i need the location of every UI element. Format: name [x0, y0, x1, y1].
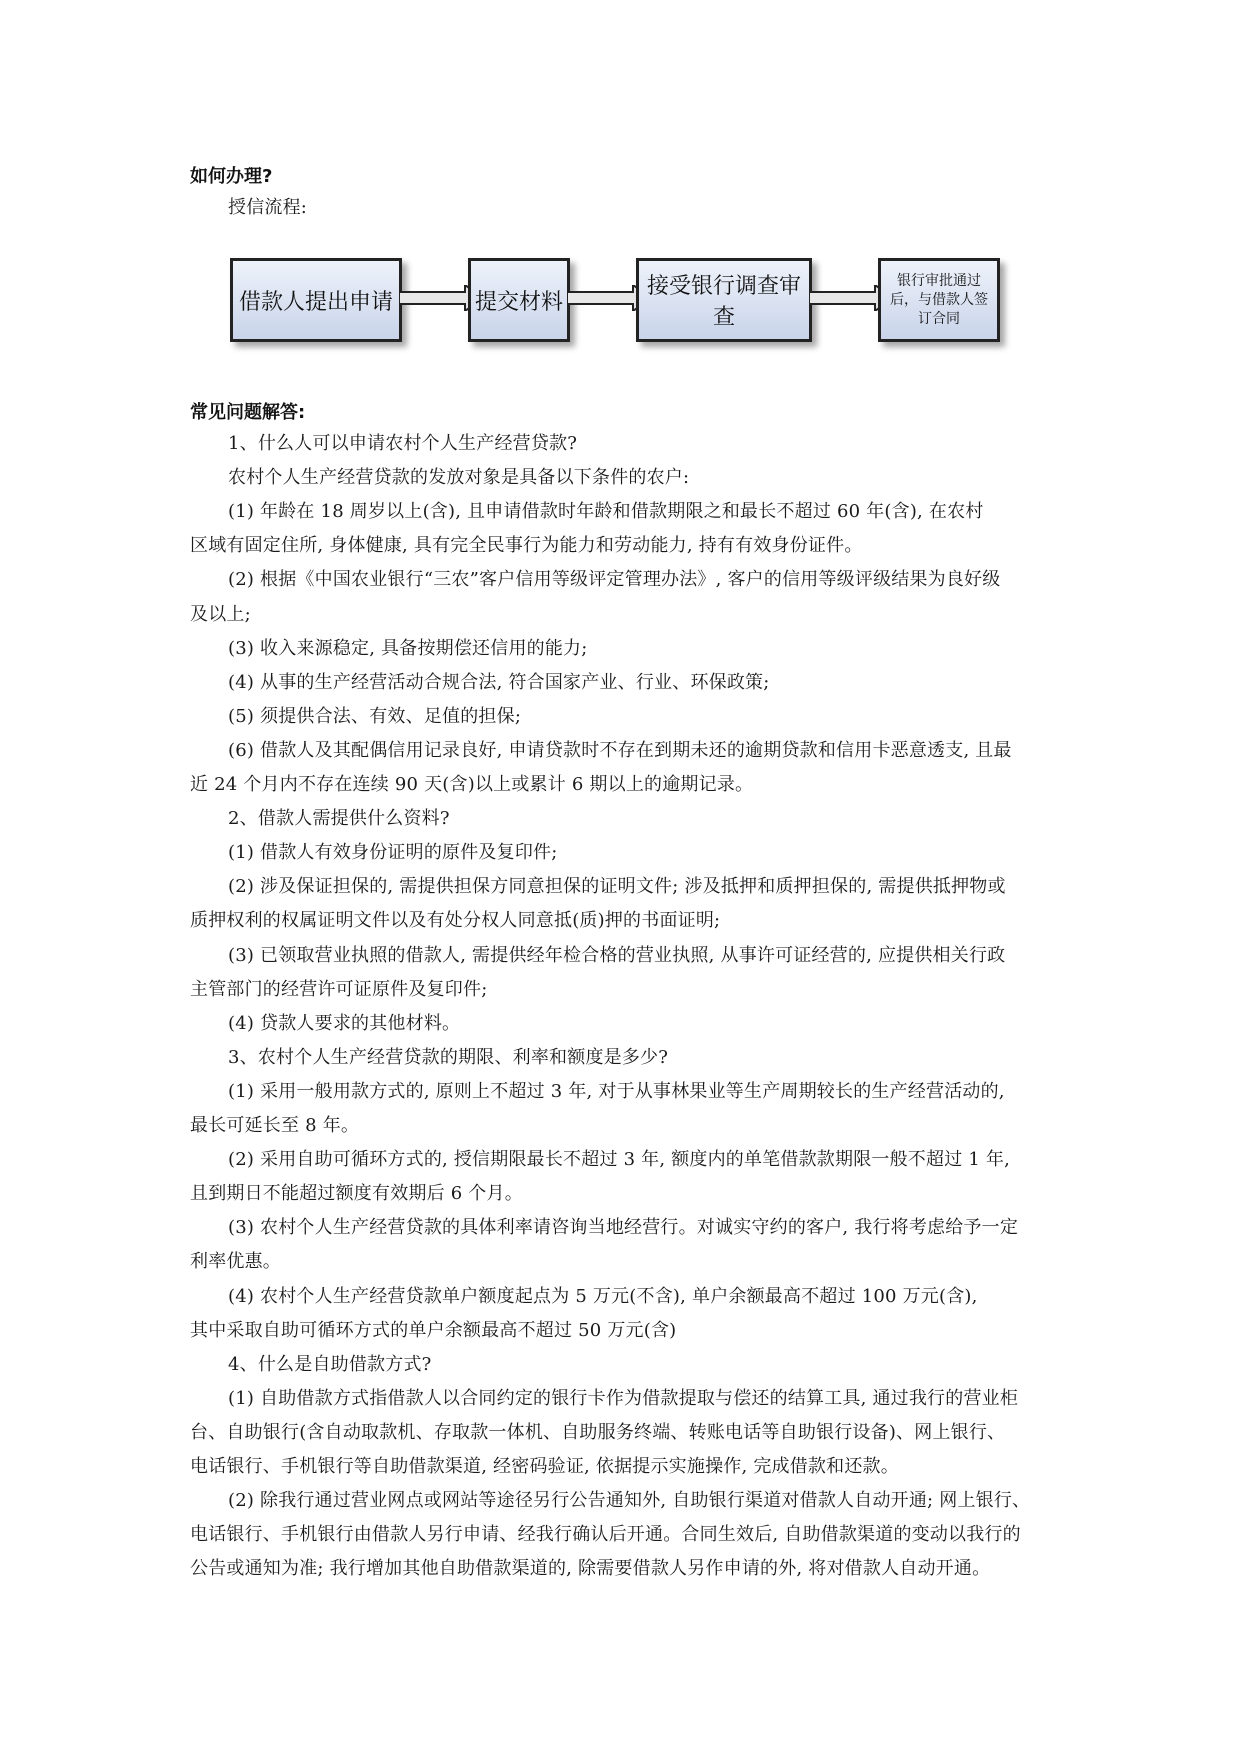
faq-text-line: 台、自助银行(含自动取款机、存取款一体机、自助服务终端、转账电话等自助银行设备)、网上银行、 [190, 1421, 1006, 1443]
faq-text-line: (1) 采用一般用款方式的, 原则上不超过 3 年, 对于从事林果业等生产周期较长的生产经营活动的, [228, 1080, 1005, 1102]
faq-text-line: 近 24 个月内不存在连续 90 天(含)以上或累计 6 期以上的逾期记录。 [190, 774, 754, 795]
faq-text-line: (3) 收入来源稳定, 具备按期偿还信用的能力; [228, 637, 588, 659]
faq-text-line: (2) 根据《中国农业银行“三农”客户信用等级评定管理办法》, 客户的信用等级评级结果为良好级 [228, 569, 1001, 591]
faq-text-line: 公告或通知为准; 我行增加其他自助借款渠道的, 除需要借款人另作申请的外, 将对借款人自动开通。 [190, 1558, 991, 1580]
faq-text-line: 2、借款人需提供什么资料? [228, 808, 450, 830]
faq-text-line: 最长可延长至 8 年。 [190, 1115, 360, 1136]
faq-text-line: (4) 贷款人要求的其他材料。 [228, 1012, 461, 1034]
faq-text-line: 且到期日不能超过额度有效期后 6 个月。 [190, 1183, 523, 1205]
faq-text-line: 4、什么是自助借款方式? [228, 1353, 432, 1375]
faq-text-line: 1、什么人可以申请农村个人生产经营贷款? [228, 433, 578, 454]
flow-step-apply: 借款人提出申请 [230, 258, 402, 342]
faq-text-line: 区域有固定住所, 身体健康, 具有完全民事行为能力和劳动能力, 持有有效身份证件。 [190, 535, 863, 557]
faq-text-line: (5) 须提供合法、有效、足值的担保; [228, 705, 522, 727]
faq-text-line: (3) 已领取营业执照的借款人, 需提供经年检合格的营业执照, 从事许可证经营的, 应提供相关行政 [228, 944, 1006, 966]
faq-text-line: 其中采取自助可循环方式的单户余额最高不超过 50 万元(含) [190, 1319, 677, 1341]
faq-text-line: 质押权利的权属证明文件以及有处分权人同意抵(质)押的书面证明; [190, 910, 721, 932]
faq-text-line: 3、农村个人生产经营贷款的期限、利率和额度是多少? [228, 1046, 669, 1068]
faq-text-line: 及以上; [190, 603, 251, 625]
faq-text-line: (2) 采用自助可循环方式的, 授信期限最长不超过 3 年, 额度内的单笔借款款期限一般不超过 1 年, [228, 1149, 1011, 1171]
credit-process-label: 授信流程: [228, 197, 308, 218]
faq-text-line: 利率优惠。 [190, 1251, 281, 1273]
faq-text-line: (4) 农村个人生产经营贷款单户额度起点为 5 万元(不含), 单户余额最高不超过 100 万元(含), [228, 1285, 978, 1307]
faq-text-line: 电话银行、手机银行等自助借款渠道, 经密码验证, 依据提示实施操作, 完成借款和还款。 [190, 1456, 899, 1477]
flow-step-submit: 提交材料 [468, 258, 570, 342]
faq-text-line: (1) 自助借款方式指借款人以合同约定的银行卡作为借款提取与偿还的结算工具, 通过我行的营业柜 [228, 1387, 1019, 1409]
faq-text-line: 农村个人生产经营贷款的发放对象是具备以下条件的农户: [228, 467, 690, 489]
section-title-faq: 常见问题解答: [190, 402, 306, 423]
faq-text-line: (2) 除我行通过营业网点或网站等途径另行公告通知外, 自助银行渠道对借款人自动开通; 网上银行、 [228, 1490, 1031, 1512]
faq-text-line: 电话银行、手机银行由借款人另行申请、经我行确认后开通。合同生效后, 自助借款渠道的变动以我行的 [190, 1524, 1021, 1546]
faq-text-line: (2) 涉及保证担保的, 需提供担保方同意担保的证明文件; 涉及抵押和质押担保的, 需提供抵押物或 [228, 876, 1006, 898]
flow-step-review: 接受银行调查审查 [636, 258, 812, 342]
faq-text-line: (6) 借款人及其配偶信用记录良好, 申请贷款时不存在到期未还的逾期贷款和信用卡恶意透支, 且最 [228, 739, 1012, 761]
section-title-how-to-apply: 如何办理? [190, 166, 273, 187]
credit-flowchart [230, 258, 1010, 358]
flow-step-sign-contract: 银行审批通过后，与借款人签订合同 [878, 258, 1000, 342]
faq-text-line: (3) 农村个人生产经营贷款的具体利率请咨询当地经营行。对诚实守约的客户, 我行将考虑给予一定 [228, 1217, 1019, 1239]
faq-text-line: (4) 从事的生产经营活动合规合法, 符合国家产业、行业、环保政策; [228, 671, 770, 693]
faq-text-line: 主管部门的经营许可证原件及复印件; [190, 978, 488, 1000]
faq-text-line: (1) 借款人有效身份证明的原件及复印件; [228, 842, 558, 864]
faq-text-line: (1) 年龄在 18 周岁以上(含), 且申请借款时年龄和借款期限之和最长不超过 60 年(含), 在农村 [228, 501, 984, 523]
